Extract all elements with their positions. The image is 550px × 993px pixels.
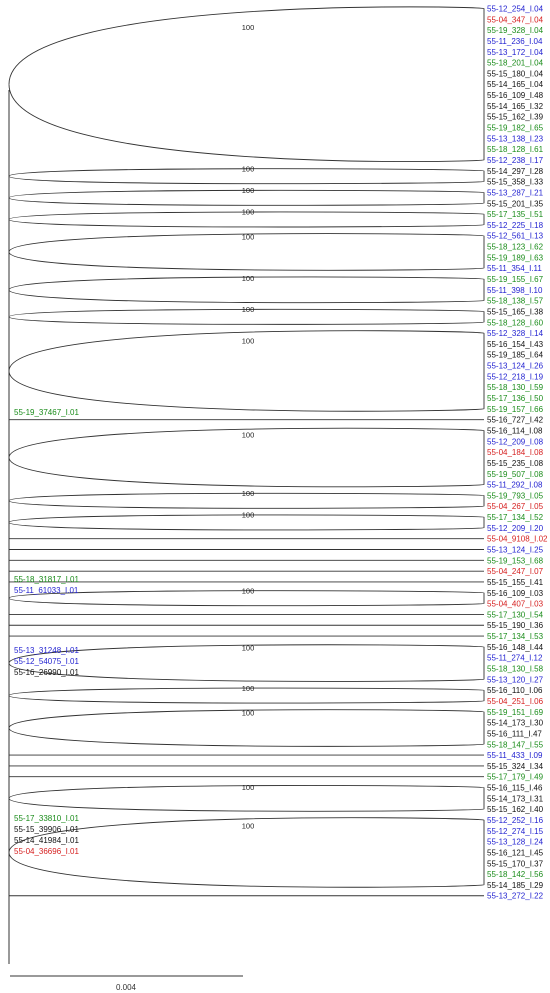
support-values [242, 23, 255, 831]
leaf-label: 55-12_218_I.19 [487, 372, 544, 382]
leaf-label: 55-16_148_I.44 [487, 642, 544, 652]
leaf-label: 55-14_185_I.29 [487, 880, 544, 890]
leaf-label: 55-16_109_I.48 [487, 91, 544, 101]
leaf-label: 55-13_124_I.25 [487, 545, 544, 555]
leaf-label: 55-11_433_I.09 [487, 751, 543, 761]
leaf-label: 55-16_110_I.06 [487, 686, 543, 696]
leaf-label: 55-11_398_I.10 [487, 285, 543, 295]
leaf-label: 55-12_225_I.18 [487, 220, 544, 230]
leaf-label: 55-18_147_I.55 [487, 740, 544, 750]
clade-branch-upper [9, 7, 484, 84]
leaf-label: 55-15_170_I.37 [487, 859, 544, 869]
leaf-label: 55-17_134_I.52 [487, 513, 544, 523]
leaf-label: 55-04_184_I.08 [487, 448, 544, 458]
leaf-label: 55-16_114_I.08 [487, 426, 543, 436]
clade-branch-lower [9, 728, 484, 746]
leaf-label: 55-16_111_I.47 [487, 729, 542, 739]
leaf-label: 55-04_251_I.06 [487, 696, 544, 706]
leaf-label: 55-11_354_I.11 [487, 264, 542, 274]
leaf-label: 55-19_157_I.66 [487, 404, 544, 414]
leaf-label: 55-16_109_I.03 [487, 588, 544, 598]
root-sequence-label: 55-11_61033_I.01 [14, 586, 79, 595]
leaf-label: 55-04_247_I.07 [487, 567, 544, 577]
leaf-label: 55-13_120_I.27 [487, 675, 544, 685]
tree-branches [9, 7, 484, 964]
leaf-label: 55-19_153_I.68 [487, 556, 544, 566]
leaf-label: 55-15_162_I.40 [487, 805, 544, 815]
leaf-label: 55-19_189_I.63 [487, 253, 544, 263]
leaf-label: 55-18_123_I.62 [487, 242, 544, 252]
leaf-label: 55-19_151_I.69 [487, 707, 544, 717]
clade-branch-lower [9, 290, 484, 303]
scale-bar [10, 976, 243, 992]
root-sequence-label: 55-16_26990_I.01 [14, 668, 79, 677]
leaf-label: 55-19_507_I.08 [487, 469, 544, 479]
leaf-label: 55-12_561_I.13 [487, 231, 544, 241]
leaf-label: 55-17_135_I.51 [487, 210, 544, 220]
leaf-label: 55-15_162_I.39 [487, 112, 544, 122]
root-sequence-label: 55-18_31817_I.01 [14, 575, 79, 584]
bootstrap-support: 100 [241, 305, 255, 315]
bootstrap-support: 100 [241, 23, 255, 33]
leaf-label: 55-16_115_I.46 [487, 783, 543, 793]
bootstrap-support: 100 [241, 586, 255, 596]
bootstrap-support: 100 [241, 164, 255, 174]
leaf-label: 55-17_134_I.53 [487, 632, 544, 642]
leaf-label: 55-15_358_I.33 [487, 177, 544, 187]
bootstrap-support: 100 [241, 643, 255, 653]
leaf-label: 55-18_130_I.59 [487, 383, 544, 393]
scale-bar-label: 0.004 [115, 983, 137, 992]
bootstrap-support: 100 [241, 782, 255, 792]
leaf-label: 55-17_130_I.54 [487, 610, 544, 620]
leaf-label: 55-12_328_I.14 [487, 329, 544, 339]
clade-branch-lower [9, 501, 484, 509]
leaf-label: 55-11_274_I.12 [487, 653, 543, 663]
clade-branch-lower [9, 198, 484, 206]
leaf-label: 55-04_407_I.03 [487, 599, 544, 609]
leaf-label: 55-12_252_I.16 [487, 816, 544, 825]
leaf-label: 55-19_155_I.67 [487, 275, 544, 284]
leaf-label: 55-14_173_I.31 [487, 794, 544, 804]
leaf-label: 55-16_121_I.45 [487, 848, 544, 858]
leaf-label: 55-19_185_I.64 [487, 350, 544, 360]
clade-branch-lower [9, 252, 484, 270]
root-sequence-label: 55-17_33810_I.01 [14, 814, 79, 823]
leaf-label: 55-12_254_I.04 [487, 4, 544, 14]
leaf-label: 55-19_182_I.65 [487, 123, 544, 133]
leaf-label: 55-13_172_I.04 [487, 47, 544, 57]
bootstrap-support: 100 [241, 232, 255, 242]
clade-branch-lower [9, 852, 484, 887]
leaf-label: 55-13_124_I.26 [487, 361, 544, 371]
bootstrap-support: 100 [241, 336, 255, 346]
clade-branch-lower [9, 798, 484, 811]
clade-branch-lower [9, 522, 484, 530]
leaf-label: 55-15_201_I.35 [487, 199, 544, 209]
leaf-label: 55-18_130_I.58 [487, 664, 544, 674]
leaf-label: 55-18_138_I.57 [487, 296, 544, 306]
bootstrap-support: 100 [241, 430, 255, 440]
clade-branch-lower [9, 219, 484, 227]
leaf-label: 55-15_324_I.34 [487, 761, 544, 771]
clade-branch-lower [9, 317, 484, 325]
root-sequence-label: 55-13_31248_I.01 [14, 646, 79, 655]
bootstrap-support: 100 [241, 708, 255, 718]
bootstrap-support: 100 [241, 489, 255, 499]
leaf-label: 55-15_155_I.41 [487, 577, 544, 587]
clade-branch-lower [9, 458, 484, 487]
leaf-label: 55-18_128_I.60 [487, 318, 544, 328]
leaf-label: 55-16_727_I.42 [487, 415, 544, 425]
leaf-label: 55-13_128_I.24 [487, 837, 544, 847]
leaf-label: 55-12_238_I.17 [487, 155, 544, 165]
leaf-labels [487, 5, 548, 901]
leaf-label: 55-15_180_I.04 [487, 69, 544, 79]
clade-branch-lower [9, 371, 484, 411]
clade-branch-lower [9, 84, 484, 161]
leaf-label: 55-18_201_I.04 [487, 58, 544, 68]
leaf-label: 55-15_165_I.38 [487, 307, 544, 317]
root-sequence-label: 55-15_39906_I.01 [14, 825, 79, 834]
leaf-label: 55-18_142_I.56 [487, 870, 544, 880]
leaf-label: 55-14_173_I.30 [487, 718, 544, 728]
bootstrap-support: 100 [241, 510, 255, 520]
root-sequence-label: 55-19_37467_I.01 [14, 408, 79, 417]
root-sequence-label: 55-14_41984_I.01 [14, 836, 79, 845]
leaf-label: 55-13_138_I.23 [487, 134, 544, 144]
leaf-label: 55-14_165_I.32 [487, 101, 544, 111]
bootstrap-support: 100 [241, 207, 255, 217]
leaf-label: 55-19_328_I.04 [487, 26, 544, 36]
leaf-label: 55-04_267_I.05 [487, 502, 544, 512]
leaf-label: 55-18_128_I.61 [487, 145, 544, 155]
bootstrap-support: 100 [241, 274, 255, 284]
clade-branch-lower [9, 696, 484, 704]
root-sequence-label: 55-04_36696_I.01 [14, 847, 79, 856]
leaf-label: 55-19_793_I.05 [487, 491, 544, 501]
leaf-label: 55-13_272_I.22 [487, 891, 544, 901]
leaf-label: 55-15_190_I.36 [487, 621, 544, 631]
leaf-label: 55-17_179_I.49 [487, 772, 544, 782]
leaf-label: 55-11_292_I.08 [487, 480, 543, 490]
leaf-label: 55-12_274_I.15 [487, 826, 544, 836]
leaf-label: 55-11_236_I.04 [487, 36, 543, 46]
leaf-label: 55-15_235_I.08 [487, 458, 544, 468]
leaf-label: 55-14_165_I.04 [487, 80, 544, 90]
leaf-label: 55-13_287_I.21 [487, 188, 544, 198]
root-sequence-labels [14, 408, 80, 856]
bootstrap-support: 100 [241, 683, 255, 693]
leaf-label: 55-04_347_I.04 [487, 15, 544, 25]
clade-branch-lower [9, 663, 484, 681]
leaf-label: 55-12_209_I.20 [487, 523, 544, 533]
bootstrap-support: 100 [241, 186, 255, 196]
root-sequence-label: 55-12_54075_I.01 [14, 657, 79, 666]
leaf-label: 55-16_154_I.43 [487, 339, 544, 349]
bootstrap-support: 100 [241, 821, 255, 831]
leaf-label: 55-17_136_I.50 [487, 394, 544, 404]
clade-branch-lower [9, 598, 484, 606]
leaf-label: 55-12_209_I.08 [487, 437, 544, 447]
leaf-label: 55-14_297_I.28 [487, 166, 544, 176]
leaf-label: 55-04_9108_I.02 [487, 534, 548, 544]
clade-branch-lower [9, 176, 484, 184]
